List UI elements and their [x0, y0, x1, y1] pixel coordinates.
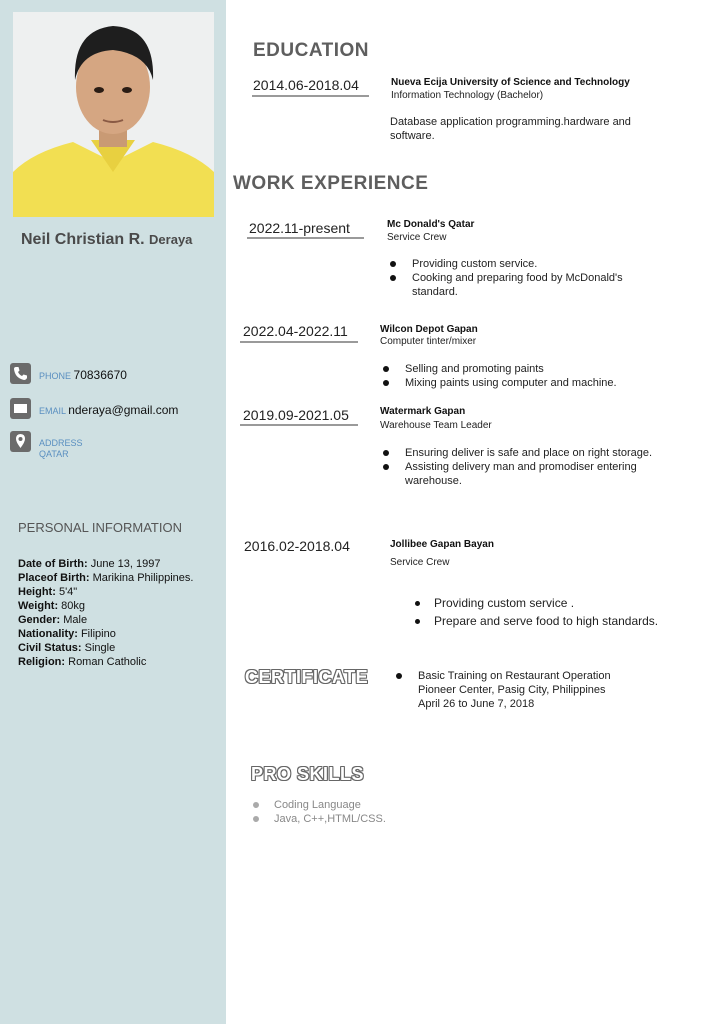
personal-info-list [18, 557, 193, 669]
list-item: Prepare and serve food to high standards. [390, 614, 690, 628]
list-item: Java, C++,HTML/CSS. [250, 812, 500, 826]
job-duties [380, 446, 670, 488]
date-underline [240, 341, 358, 343]
address-value: QATAR [39, 449, 69, 459]
job-duties [387, 257, 667, 299]
certificate-line: April 26 to June 7, 2018 [418, 698, 535, 710]
job-role: Service Crew [390, 557, 450, 568]
pro-skills-title: PRO SKILLS [251, 764, 365, 784]
email-row [39, 403, 178, 417]
personal-info-item: Date of Birth: June 13, 1997 [18, 558, 161, 570]
list-item: Assisting delivery man and promodiser entering warehouse. [380, 460, 670, 488]
list-item: Coding Language [250, 798, 500, 812]
certificate-line: Basic Training on Restaurant Operation [418, 670, 611, 682]
list-item [393, 669, 683, 711]
job-company: Watermark Gapan [380, 406, 466, 417]
education-title: EDUCATION [253, 40, 370, 61]
education-degree: Information Technology (Bachelor) [391, 90, 544, 101]
personal-info-item: Placeof Birth: Marikina Philippines. [18, 572, 194, 584]
education-description: Database application programming.hardware and software. [390, 116, 631, 142]
date-underline [240, 424, 358, 426]
job-company: Jollibee Gapan Bayan [390, 539, 494, 550]
personal-info-item: Gender: Male [18, 614, 88, 626]
sidebar [0, 0, 226, 1024]
job-company: Mc Donald's Qatar [387, 219, 475, 230]
list-item: Providing custom service . [390, 596, 690, 610]
list-item: Mixing paints using computer and machine. [380, 376, 670, 390]
phone-row [39, 368, 127, 382]
job-role: Warehouse Team Leader [380, 420, 492, 431]
profile-name [21, 231, 192, 249]
phone-label: PHONE [39, 371, 72, 381]
job-duties [380, 362, 670, 390]
email-value[interactable]: nderaya@gmail.com [68, 403, 179, 417]
address-row [39, 438, 83, 460]
personal-info-item: Height: 5'4" [18, 586, 78, 598]
phone-value[interactable]: 70836670 [73, 368, 127, 382]
job-date: 2022.04-2022.11 [243, 323, 348, 339]
job-duties [390, 596, 690, 632]
first-name: Neil Christian R. [21, 231, 145, 248]
location-pin-icon [10, 431, 31, 452]
job-date: 2019.09-2021.05 [243, 407, 349, 423]
date-underline [247, 237, 364, 239]
certificate-line: Pioneer Center, Pasig City, Philippines [418, 684, 606, 696]
list-item: Ensuring deliver is safe and place on right storage. [380, 446, 670, 460]
job-role: Service Crew [387, 232, 447, 243]
personal-info-item: Civil Status: Single [18, 642, 116, 654]
list-item: Providing custom service. [387, 257, 667, 271]
personal-info-item: Nationality: Filipino [18, 628, 116, 640]
phone-icon [10, 363, 31, 384]
address-label: ADDRESS [39, 438, 83, 448]
email-label: EMAIL [39, 406, 66, 416]
email-icon [10, 398, 31, 419]
list-item: Cooking and preparing food by McDonald's standard. [387, 271, 667, 299]
personal-info-title: PERSONAL INFORMATION [18, 520, 182, 535]
job-company: Wilcon Depot Gapan [380, 324, 478, 335]
profile-photo [13, 12, 214, 217]
skills-list [250, 798, 500, 826]
date-underline [252, 95, 369, 97]
job-date: 2016.02-2018.04 [244, 538, 350, 554]
education-school: Nueva Ecija University of Science and Technology [391, 77, 630, 88]
job-role: Computer tinter/mixer [380, 336, 477, 347]
education-date: 2014.06-2018.04 [253, 77, 359, 93]
certificate-list [393, 669, 683, 711]
last-name: Deraya [149, 232, 193, 247]
personal-info-item: Religion: Roman Catholic [18, 656, 147, 668]
job-date: 2022.11-present [249, 220, 350, 236]
personal-info-item: Weight: 80kg [18, 600, 86, 612]
list-item: Selling and promoting paints [380, 362, 670, 376]
certificate-title: CERTIFICATE [245, 667, 369, 687]
work-experience-title: WORK EXPERIENCE [233, 173, 429, 194]
